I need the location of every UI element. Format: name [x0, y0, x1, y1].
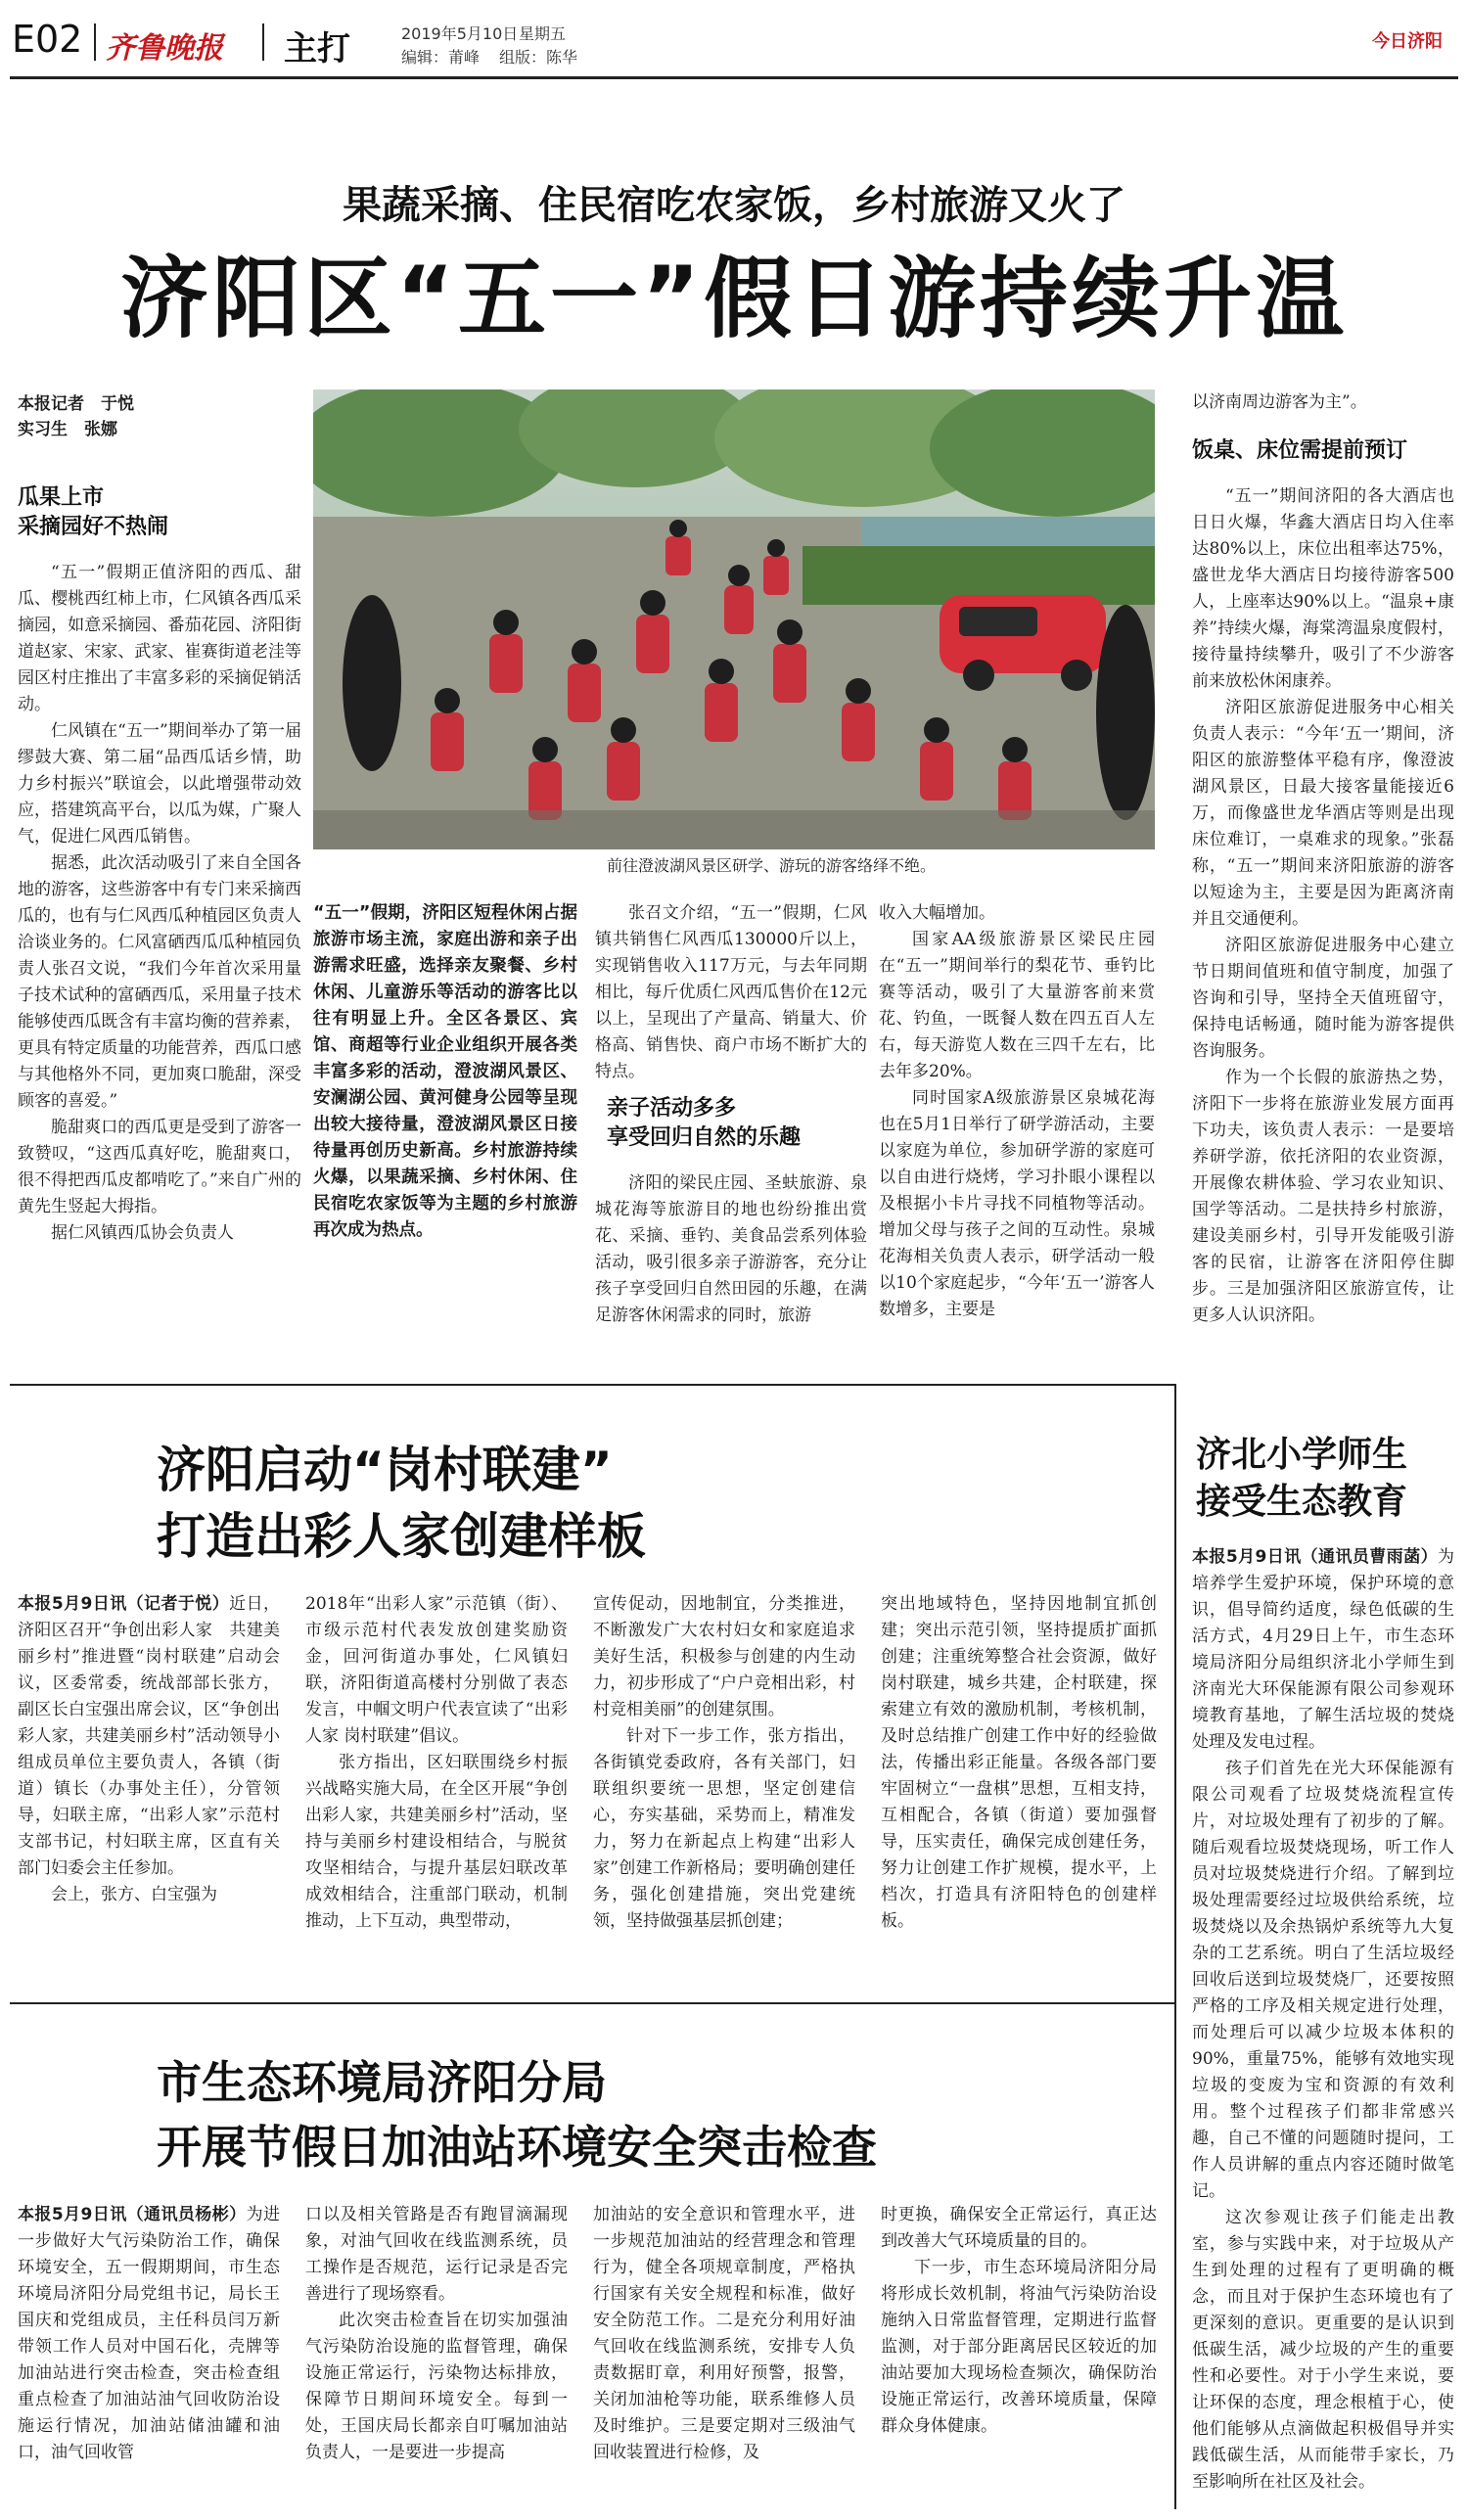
paragraph: 济阳的梁民庄园、圣蚨旅游、泉城花海等旅游目的地也纷纷推出赏花、采摘、垂钓、美食品尝系列体验活动，吸引很多亲子游游客，充分让孩子享受回归自然田园的乐趣，在满足游客休闲需求的同时，旅游: [595, 1173, 867, 1325]
story1-subhead-booking: 饭桌、床位需提前预订: [1192, 438, 1408, 463]
story1-photo: [313, 389, 1155, 849]
story2-column-3: [593, 1591, 855, 1993]
section-rule: [10, 2002, 1174, 2004]
story1-byline-reporter: 本报记者 于悦: [18, 394, 134, 414]
issue-weekday: 星期五: [519, 24, 567, 43]
masthead-divider: [262, 23, 264, 61]
paragraph: 宣传促动，因地制宜，分类推进，不断激发广大农村妇女和家庭追求美好生活，积极参与创建的内生动力，初步形成了“户户竞相出彩，村村竞相美丽”的创建氛围。: [593, 1594, 855, 1719]
paragraph: “五一”期间济阳的各大酒店也日日火爆，华鑫大酒店日均入住率达80%以上，床位出租率达75%，盛世龙华大酒店日均接待游客500人，上座率达90%以上。“温泉+康养”持续火爆，海棠湾温泉度假村，接待量持续攀升，吸引了不少游客前来放松休闲康养。: [1192, 486, 1454, 691]
story1-column-1: [18, 560, 301, 1360]
section-name: 主打: [284, 29, 350, 69]
story3-column: [1192, 1544, 1454, 2513]
photo-caption: 前往澄波湖风景区研学、游玩的游客络绎不绝。: [607, 856, 937, 875]
story2-headline-line2: 打造出彩人家创建样板: [157, 1508, 646, 1565]
page-number: E02: [12, 18, 83, 61]
story1-headline: 济阳区“五一”假日游持续升温: [119, 248, 1349, 350]
paragraph: 以济南周边游客为主”。: [1192, 392, 1367, 412]
paragraph: 国家AA级旅游景区梁民庄园在“五一”期间举行的梨花节、垂钓比赛等活动，吸引了大量游客前来赏花、钓鱼，一既餐人数在四五百人左右，每天游览人数在三四千左右，比去年多20%。: [879, 930, 1155, 1081]
story4-column-3: [593, 2202, 855, 2513]
paragraph: [18, 2202, 280, 2466]
story2-lead-text: 近日，济阳区召开“争创出彩人家 共建美丽乡村”推进暨“岗村联建”启动会议，区委常委，统战部部长张方，副区长白宝强出席会议，区“争创出彩人家，共建美丽乡村”活动领导小组成员单位主要负责人，各镇（街道）镇长（办事处主任），分管领导，妇联主席，“出彩人家”示范村支部书记，村妇联主席，区直有关部门妇委会主任参加。: [18, 1594, 280, 1878]
story2-column-1: [18, 1591, 280, 1993]
paragraph: 会上，张方、白宝强为: [51, 1885, 217, 1904]
paragraph: 据悉，此次活动吸引了来自全国各地的游客，这些游客中有专门来采摘西瓜的，也有与仁风西瓜种植园区负责人洽谈业务的。仁风富硒西瓜瓜种植园负责人张召文说，“我们今年首次采用量子技术试种的富硒西瓜，采用量子技术能够使西瓜既含有丰富均衡的营养素，更具有特定质量的功能营养，西瓜口感与其他格外不同，更加爽口脆甜，深受顾客的喜爱。”: [18, 853, 301, 1111]
story2-lead: 本报5月9日讯（记者于悦）: [18, 1594, 230, 1614]
story1-kicker: 果蔬采摘、住民宿吃农家饭，乡村旅游又火了: [343, 183, 1125, 228]
story4-column-2: [305, 2202, 568, 2513]
paragraph: 济阳区旅游促进服务中心建立节日期间值班和值守制度，加强了咨询和引导，坚持全天值班留守，保持电话畅通，随时能为游客提供咨询服务。: [1192, 936, 1454, 1061]
story3-headline-line2: 接受生态教育: [1196, 1482, 1408, 1522]
story4-headline-line2: 开展节假日加油站环境安全突击检查: [157, 2121, 877, 2174]
story1-byline-intern: 实习生 张娜: [18, 420, 117, 439]
paragraph: 下一步，市生态环境局济阳分局将形成长效机制，将油气污染防治设施纳入日常监督管理，定期进行监督监测，对于部分距离居民区较近的加油站要加大现场检查频次，确保防治设施正常运行，改善环境质量，保障群众身体健康。: [881, 2258, 1157, 2436]
paragraph: 时更换，确保安全正常运行，真正达到改善大气环境质量的目的。: [881, 2205, 1157, 2251]
paragraph: 孩子们首先在光大环保能源有限公司观看了垃圾焚烧流程宣传片，对垃圾处理有了初步的了解。随后观看垃圾焚烧现场，听工作人员对垃圾焚烧进行介绍。了解到垃圾处理需要经过垃圾供给系统，垃圾焚烧以及余热锅炉系统等九大复杂的工艺系统。明白了生活垃圾经回收后送到垃圾焚烧厂，还要按照严格的工序及相关规定进行处理，而处理后可以减少垃圾本体积的90%，重量75%，能够有效地实现垃圾的变废为宝和资源的有效利用。整个过程孩子们都非常感兴趣，自己不懂的问题随时提问，工作人员讲解的重点内容还随时做笔记。: [1192, 1759, 1454, 2201]
story3-lead-text: 为培养学生爱护环境，保护环境的意识，倡导简约适度，绿色低碳的生活方式，4月29日上午，市生态环境局济阳分局组织济北小学师生到济南光大环保能源有限公司参观环境教育基地，了解生活垃圾的焚烧处理及发电过程。: [1192, 1547, 1454, 1752]
story1-subhead-melons: 瓜果上市 采摘园好不热闹: [18, 485, 169, 539]
story1-column-4: [879, 900, 1155, 1366]
paragraph: 针对下一步工作，张方指出，各街镇党委政府，各有关部门，妇联组织要统一思想，坚定创建信心，夯实基础，采势而上，精准发力，努力在新起点上构建“出彩人家”创建工作新格局；要明确创建任务，强化创建措施，突出党建统领，坚持做强基层抓创建；: [593, 1726, 855, 1931]
editor-credit: 编辑：莆峰: [401, 48, 481, 67]
story1-column-3: [595, 900, 867, 1094]
story3-headline-line1: 济北小学师生: [1196, 1435, 1408, 1475]
paragraph: 据仁风镇西瓜协会负责人: [51, 1223, 234, 1243]
paragraph: 仁风镇在“五一”期间举办了第一届缪鼓大赛、第二届“品西瓜话乡情，助力乡村振兴”联谊会，以此增强带动效应，搭建筑高平台，以瓜为媒，广聚人气，促进仁风西瓜销售。: [18, 721, 301, 847]
paragraph: “五一”假期正值济阳的西瓜、甜瓜、樱桃西红柿上市，仁风镇各西瓜采摘园，如意采摘园、番茄花园、济阳街道赵家、宋家、武家、崔赛街道老洼等园区村庄推出了丰富多彩的采摘促销活动。: [18, 563, 301, 714]
story1-column-3b: [595, 1170, 867, 1366]
paragraph: 张召文介绍，“五一”假期，仁风镇共销售仁风西瓜130000斤以上，实现销售收入117万元，与去年同期相比，每斤优质仁风西瓜售价在12元以上，呈现出了产量高、销量大、价格高、销售快、商户市场不断扩大的特点。: [595, 903, 867, 1081]
story2-column-2: [305, 1591, 568, 1993]
paragraph: [1192, 1544, 1454, 1756]
paragraph: 口以及相关管路是否有跑冒滴漏现象，对油气回收在线监测系统，员工操作是否规范，运行记录是否完善进行了现场察看。: [305, 2205, 568, 2304]
masthead-divider: [94, 23, 96, 61]
paragraph: [18, 1591, 280, 1882]
paper-logo: 齐鲁晚报: [106, 31, 223, 66]
edition-name: 今日济阳: [1372, 31, 1443, 52]
story1-summary: “五一”假期，济阳区短程休闲占据旅游市场主流，家庭出游和亲子出游需求旺盛，选择亲友聚餐、乡村休闲、儿童游乐等活动的游客比以往有明显上升。全区各景区、宾馆、商超等行业企业组织开展各类丰富多彩的活动，澄波湖风景区、安澜湖公园、黄河健身公园等呈现出较大接待量，澄波湖风景区日接待量再创历史新高。乡村旅游持续火爆，以果蔬采摘、乡村休闲、住民宿吃农家饭等为主题的乡村旅游再次成为热点。: [313, 903, 577, 1240]
story1-column-5-top: [1192, 389, 1454, 419]
story1-column-5: [1192, 483, 1454, 1364]
section-rule: [10, 1384, 1174, 1386]
layout-credit: 组版：陈华: [499, 48, 578, 67]
issue-date: 2019年5月10日: [401, 24, 519, 43]
story2-column-4: [881, 1591, 1157, 1993]
paragraph: 这次参观让孩子们能走出教室，参与实践中来，对于垃圾从产生到处理的过程有了更明确的概念，而且对于保护生态环境也有了更深刻的意识。更重要的是认识到低碳生活，减少垃圾的产生的重要性和必要性。对于小学生来说，要让环保的态度，理念根植于心，使他们能够从点滴做起积极倡导并实践低碳生活，从而能带手家长，乃至影响所在社区及社会。: [1192, 2208, 1454, 2492]
story4-lead-text: 为进一步做好大气污染防治工作，确保环境安全，五一假期期间，市生态环境局济阳分局党组书记，局长王国庆和党组成员，主任科员闫万新带领工作人员对中国石化，壳牌等加油站进行突击检查，突击检查组重点检查了加油站油气回收防治设施运行情况，加油站储油罐和油口，油气回收管: [18, 2205, 280, 2462]
story4-column-1: [18, 2202, 280, 2513]
paragraph: 加油站的安全意识和管理水平，进一步规范加油站的经营理念和管理行为，健全各项规章制度，严格执行国家有关安全规程和标准，做好安全防范工作。二是充分利用好油气回收在线监测系统，安排专人负责数据盯章，利用好预警，报警，关闭加油枪等功能，联系维修人员及时维护。三是要定期对三级油气回收装置进行检修，及: [593, 2205, 855, 2462]
paragraph: 作为一个长假的旅游热之势，济阳下一步将在旅游业发展方面再下功夫，该负责人表示：一是要培养研学游，依托济阳的农业资源，开展像农耕体验、学习农业知识、国学等活动。二是扶持乡村旅游，建设美丽乡村，引导开发能吸引游客的民宿，让游客在济阳停住脚步。三是加强济阳区旅游宣传，让更多人认识济阳。: [1192, 1068, 1454, 1325]
paragraph: 脆甜爽口的西瓜更是受到了游客一致赞叹，“这西瓜真好吃，脆甜爽口，很不得把西瓜皮都啃吃了。”来自广州的黄先生竖起大拇指。: [18, 1118, 301, 1216]
paragraph: 突出地域特色，坚持因地制宜抓创建；突出示范引领，坚持提质扩面抓创建；注重统筹整合社会资源，做好岗村联建，城乡共建，企村联建，探索建立有效的激励机制，考核机制，及时总结推广创建工作中好的经验做法，传播出彩正能量。各级各部门要牢固树立“一盘棋”思想，互相支持，互相配合，各镇（街道）要加强督导，压实责任，确保完成创建任务，努力让创建工作扩规模，提水平，上档次，打造具有济阳特色的创建样板。: [881, 1594, 1157, 1931]
story3-lead: 本报5月9日讯（通讯员曹雨菡）: [1192, 1547, 1438, 1567]
story4-headline-line1: 市生态环境局济阳分局: [157, 2056, 607, 2109]
paragraph: 收入大幅增加。: [879, 903, 995, 923]
paragraph: 济阳区旅游促进服务中心相关负责人表示：“今年‘五一’期间，济阳区的旅游整体平稳有序，像澄波湖风景区，日最大接客量能接近6万，而像盛世龙华酒店等则是出现床位难订，一桌难求的现象。”张磊称，“五一”期间来济阳旅游的游客以短途为主，主要是因为距离济南并且交通便利。: [1192, 698, 1454, 929]
story4-lead: 本报5月9日讯（通讯员杨彬）: [18, 2205, 247, 2224]
story2-headline-line1: 济阳启动“岗村联建”: [157, 1442, 613, 1498]
paragraph: 张方指出，区妇联围绕乡村振兴战略实施大局，在全区开展“争创出彩人家，共建美丽乡村”活动，坚持与美丽乡村建设相结合，与脱贫攻坚相结合，与提升基层妇联改革成效相结合，注重部门联动，机制推动，上下互动，典型带动，: [305, 1753, 568, 1931]
paragraph: 2018年“出彩人家”示范镇（街）、市级示范村代表发放创建奖励资金，回河街道办事处，仁风镇妇联，济阳街道高楼村分别做了表态发言，中帼文明户代表宣读了“出彩人家 岗村联建”倡议。: [305, 1594, 568, 1746]
story1-subhead-family: 亲子活动多多 享受回归自然的乐趣: [607, 1096, 802, 1150]
masthead-rule: [10, 76, 1458, 79]
story4-column-4: [881, 2202, 1157, 2513]
paragraph: 此次突击检查旨在切实加强油气污染防治设施的监督管理，确保设施正常运行，污染物达标排放，保障节日期间环境安全。每到一处，王国庆局长都亲自叮嘱加油站负责人，一是要进一步提高: [305, 2311, 568, 2462]
paragraph: 同时国家A级旅游景区泉城花海也在5月1日举行了研学游活动，主要以家庭为单位，参加研学游的家庭可以自由进行烧烤，学习扑眼小课程以及根据小卡片寻找不同植物等活动。增加父母与孩子之间的互动性。泉城花海相关负责人表示，研学活动一般以10个家庭起步，“今年‘五一’游客人数增多，主要是: [879, 1088, 1155, 1319]
column-rule-vertical: [1174, 1384, 1176, 2509]
crowd-photo-illustration: [313, 389, 1155, 849]
